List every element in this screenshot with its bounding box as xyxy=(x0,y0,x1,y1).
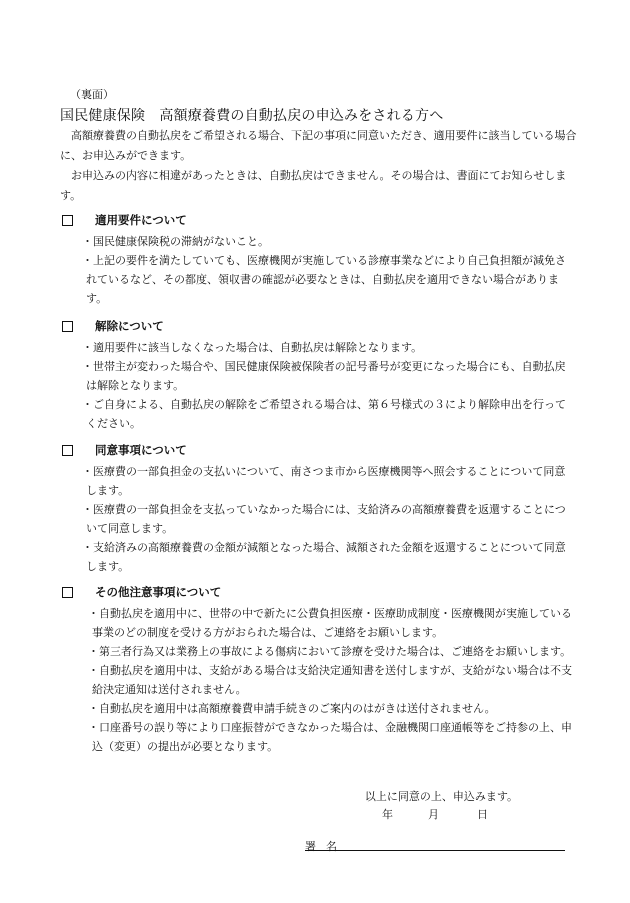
list-item: ・適用要件に該当しなくなった場合は、自動払戻は解除となります。 xyxy=(82,341,423,354)
section-title: 同意事項について xyxy=(95,443,187,457)
list-item: ・ご自身による、自動払戻の解除をご希望される場合は、第６号様式の３により解除申出を行ってください。 xyxy=(82,398,566,430)
list-item: ・自動払戻を適用中は、支給がある場合は支給決定通知書を送付しますが、支給がない場合は不支給決定通知は送付されません。 xyxy=(88,664,572,696)
list-item: ・第三者行為又は業務上の事故による傷病において診療を受けた場合は、ご連絡をお願いします。 xyxy=(88,645,572,658)
page-title: 国民健康保険 高額療養費の自動払戻の申込みをされる方へ xyxy=(60,108,444,124)
signature-label: 署名 xyxy=(305,840,347,853)
list-item: ・支給済みの高額療養費の金額が減額となった場合、減額された金額を返還することについて同意します。 xyxy=(82,541,566,573)
list-item: ・世帯主が変わった場合や、国民健康保険被保険者の記号番号が変更になった場合にも、自動払戻は解除となります。 xyxy=(82,360,566,392)
section-title: 適用要件について xyxy=(95,213,187,227)
section-title: その他注意事項について xyxy=(95,585,222,599)
intro-text xyxy=(60,126,580,206)
reverse-side-label: （裏面） xyxy=(70,88,114,101)
consent-checkbox[interactable] xyxy=(62,445,73,456)
date-day-label: 日 xyxy=(477,808,488,821)
list-item: ・自動払戻を適用中は高額療養費申請手続きのご案内のはがきは送付されません。 xyxy=(88,702,496,715)
section-eligibility xyxy=(62,210,582,308)
cancellation-checkbox[interactable] xyxy=(62,321,73,332)
date-month-label: 月 xyxy=(428,808,439,821)
date-year-label: 年 xyxy=(382,808,393,821)
list-item: ・国民健康保険税の滞納がないこと。 xyxy=(82,235,269,248)
list-item: ・医療費の一部負担金の支払いについて、南さつま市から医療機関等へ照会することについて同意します。 xyxy=(82,465,566,497)
section-consent xyxy=(62,440,582,576)
section-title: 解除について xyxy=(95,319,164,333)
agreement-statement: 以上に同意の上、申込みます。 xyxy=(364,790,518,803)
signature-line[interactable] xyxy=(305,850,565,851)
eligibility-checkbox[interactable] xyxy=(62,215,73,226)
list-item: ・口座番号の誤り等により口座振替ができなかった場合は、金融機関口座通帳等をご持参の上、申込（変更）の提出が必要となります。 xyxy=(88,721,572,753)
intro-paragraph-1: 高額療養費の自動払戻をご希望される場合、下記の事項に同意いただき、適用要件に該当している場合に、お申込みができます。 xyxy=(60,129,577,162)
list-item: ・医療費の一部負担金を支払っていなかった場合には、支給済みの高額療養費を返還することについて同意します。 xyxy=(82,503,566,535)
intro-paragraph-2: お申込みの内容に相違があったときは、自動払戻はできません。その場合は、書面にてお知らせします。 xyxy=(60,169,567,202)
other-notes-checkbox[interactable] xyxy=(62,587,73,598)
list-item: ・上記の要件を満たしていても、医療機関が実施している診療事業などにより自己負担額が減免されているなど、その都度、領収書の確認が必要なときは、自動払戻を適用できない場合があります。 xyxy=(82,254,566,305)
section-other-notes xyxy=(62,582,582,756)
section-cancellation xyxy=(62,316,582,433)
list-item: ・自動払戻を適用中に、世帯の中で新たに公費負担医療・医療助成制度・医療機関が実施している事業のどの制度を受ける方がおられた場合は、ご連絡をお願いします。 xyxy=(88,607,572,639)
